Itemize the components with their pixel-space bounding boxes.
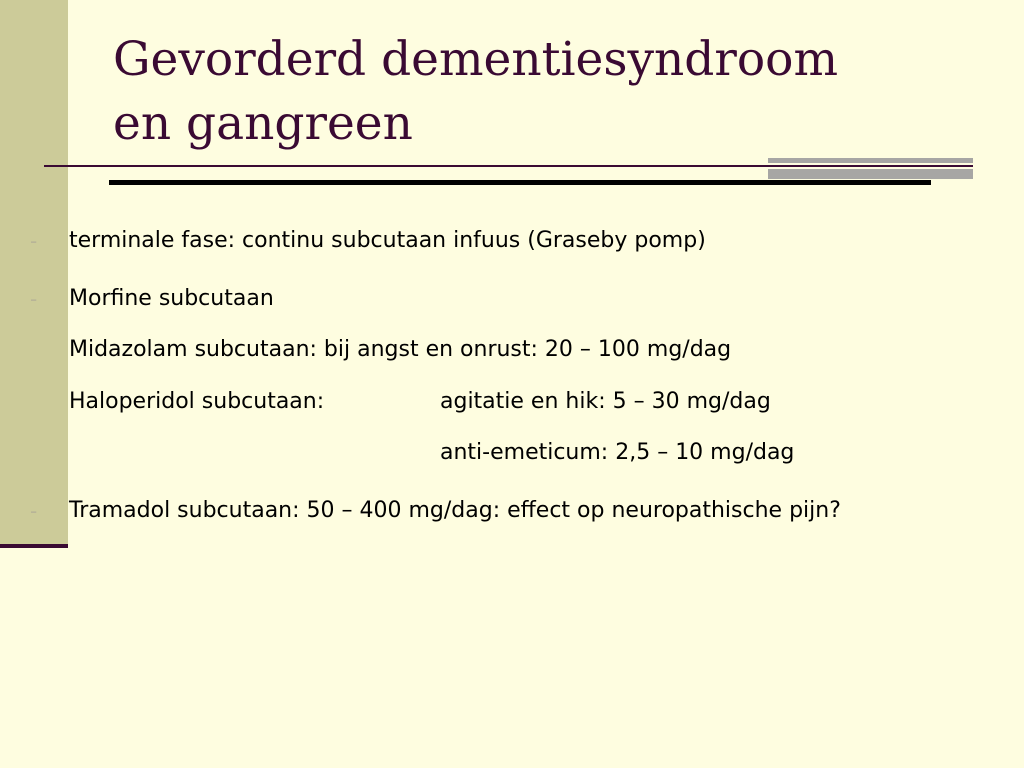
bullet-continuation: Haloperidol subcutaan: <box>69 389 325 414</box>
bullet-text: Tramadol subcutaan: 50 – 400 mg/dag: effect op neuropathische pijn? <box>69 498 841 523</box>
bullet-marker: - <box>30 287 38 311</box>
side-band-accent <box>0 544 68 548</box>
bullet-continuation: Midazolam subcutaan: bij angst en onrust: 20 – 100 mg/dag <box>69 337 732 362</box>
title-rule-grey <box>768 158 973 179</box>
bullet-text: Morfine subcutaan <box>69 286 274 311</box>
bullet-marker: - <box>30 499 38 523</box>
side-band <box>0 0 68 545</box>
dosage-column: agitatie en hik: 5 – 30 mg/dag <box>440 389 771 414</box>
title-line-1: Gevorderd dementiesyndroom <box>113 32 839 87</box>
title-line-2: en gangreen <box>113 96 413 151</box>
dosage-column: anti-emeticum: 2,5 – 10 mg/dag <box>440 440 795 465</box>
slide-title <box>113 28 993 156</box>
bullet-text: terminale fase: continu subcutaan infuus (Graseby pomp) <box>69 228 706 253</box>
bullet-marker: - <box>30 229 38 253</box>
title-rule-thick <box>109 180 931 185</box>
